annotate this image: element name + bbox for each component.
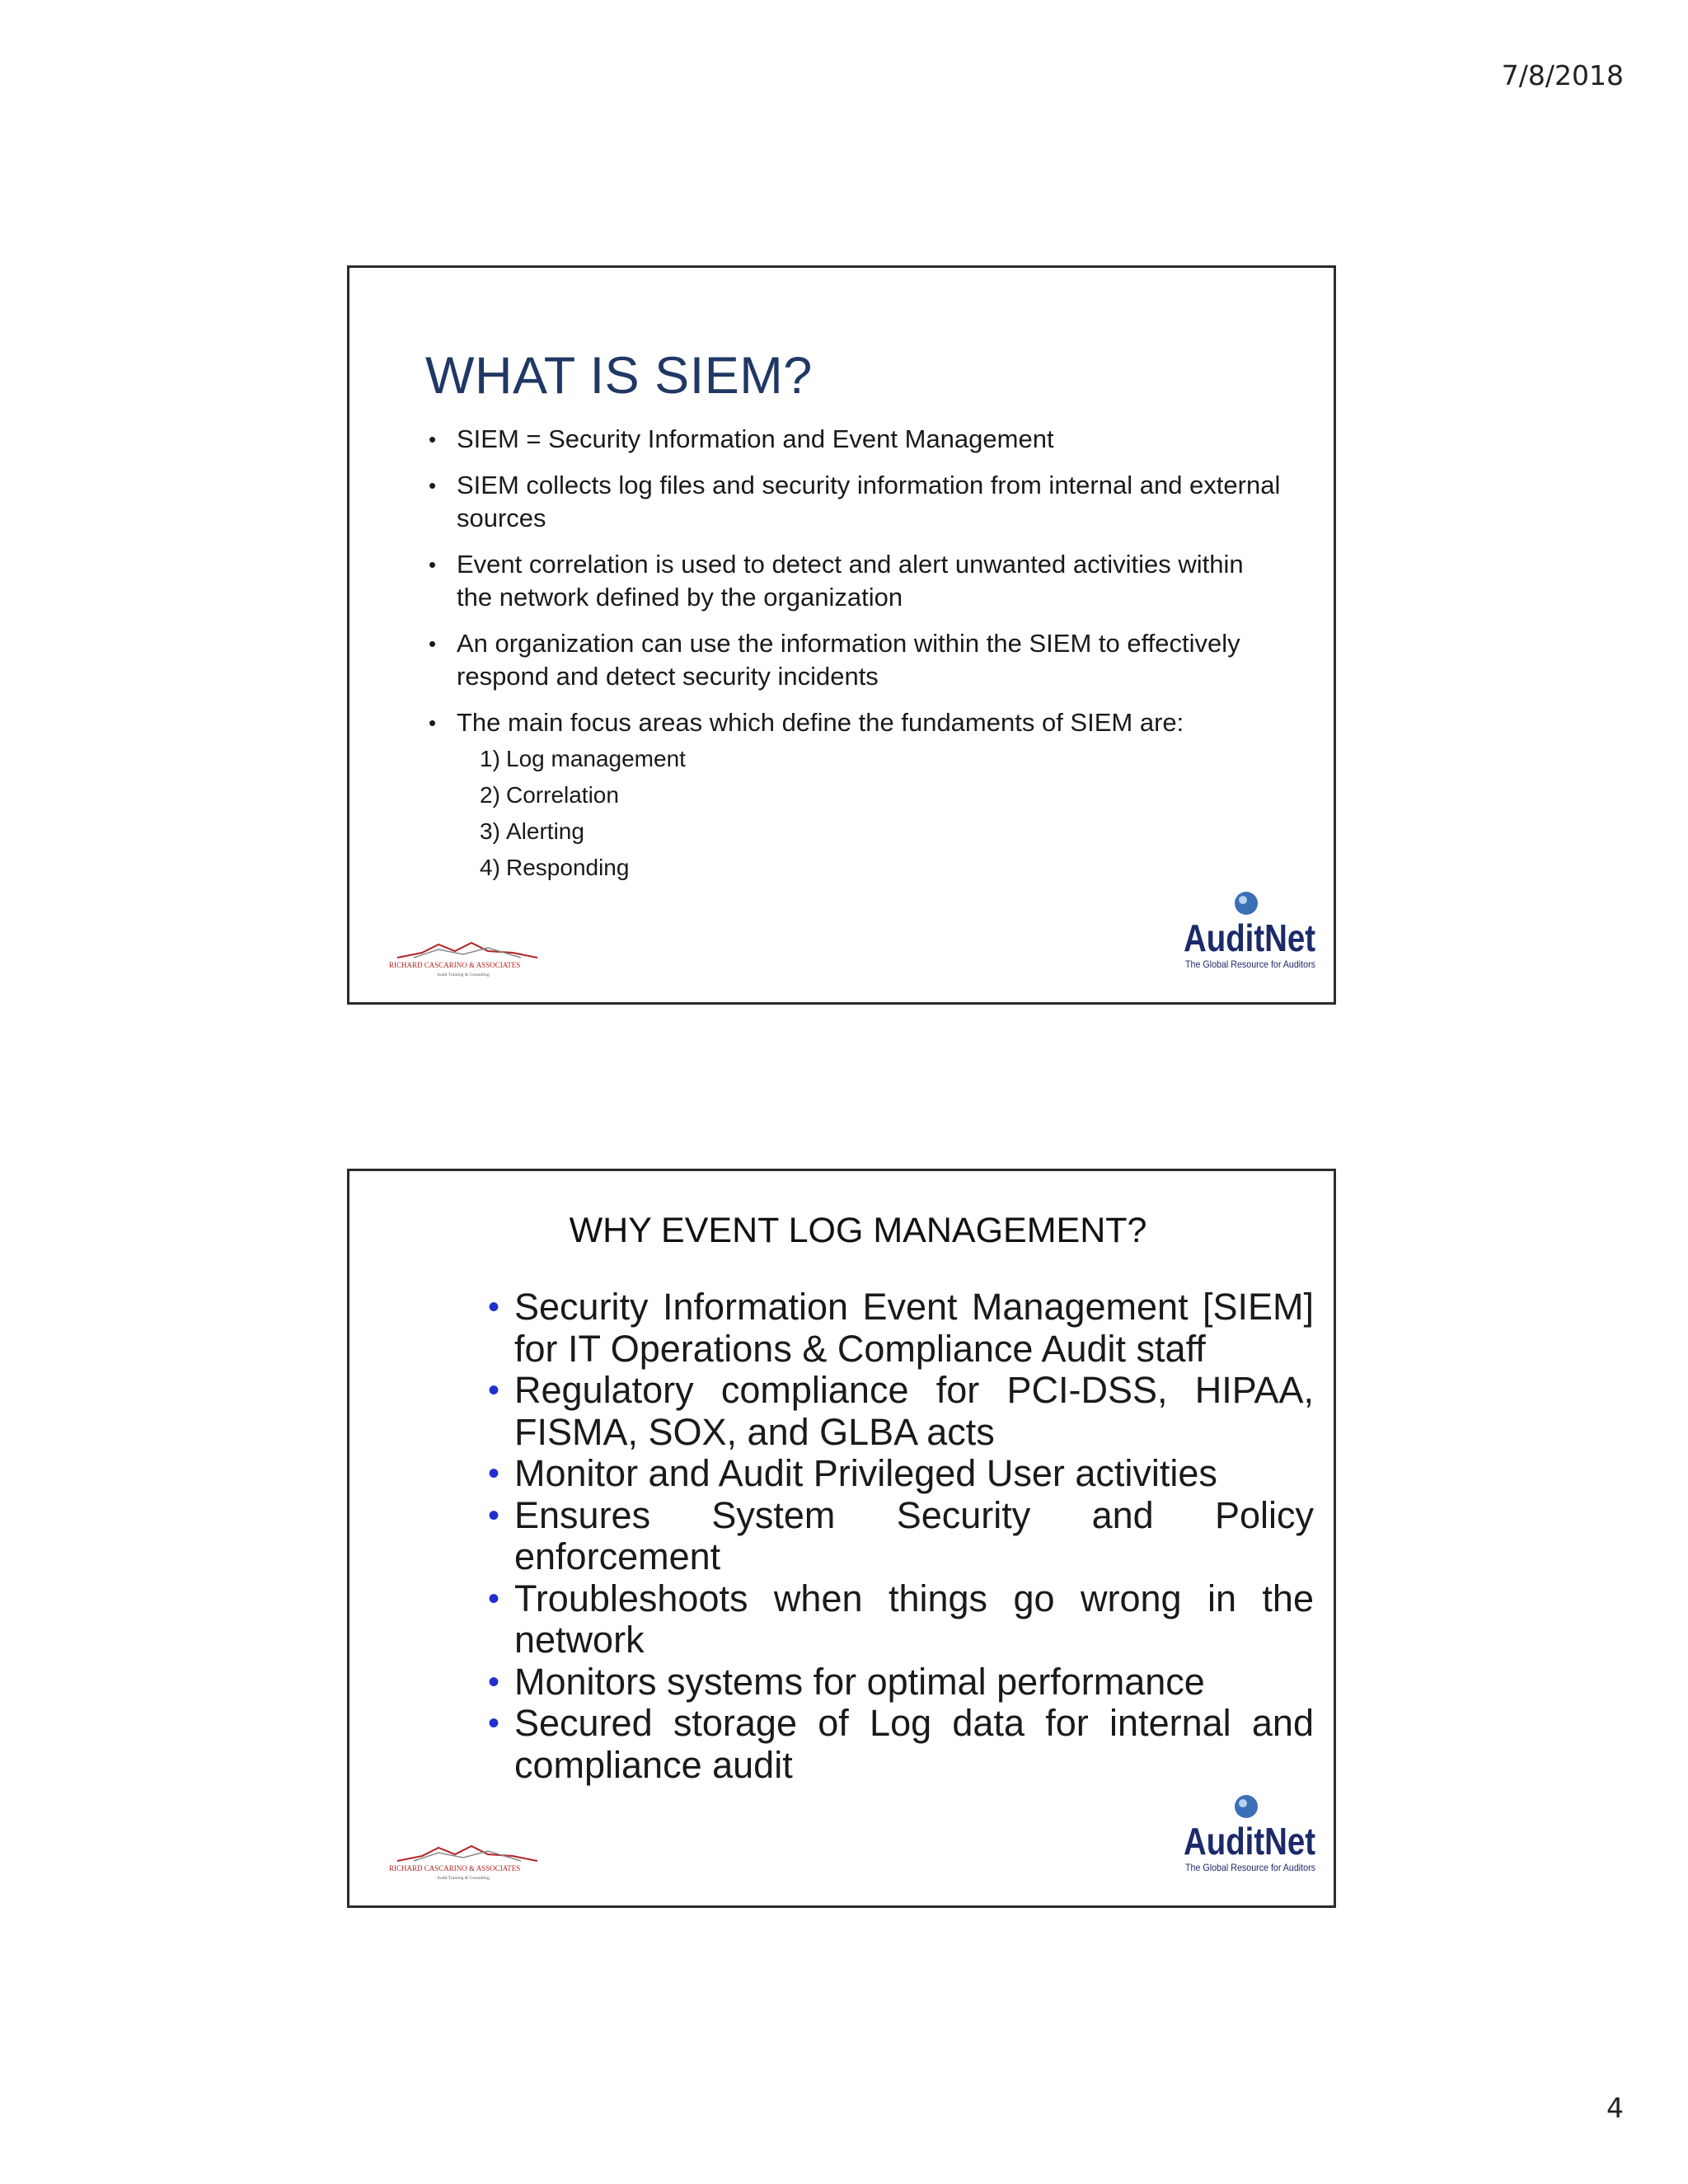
bullet-item: • Ensures System Security and Policy enforcement [488, 1495, 1314, 1578]
numbered-item [457, 777, 1282, 813]
page-number: 4 [1606, 2092, 1624, 2124]
item-label: Alerting [506, 818, 584, 844]
cascarino-name: RICHARD CASCARINO & ASSOCIATES [389, 961, 521, 969]
numbered-item [457, 850, 1282, 886]
cascarino-name: RICHARD CASCARINO & ASSOCIATES [389, 1864, 521, 1872]
bullet-text: The main focus areas which define the fundaments of SIEM are: [457, 708, 1184, 737]
cascarino-logo [389, 933, 546, 979]
slide-title: WHY EVENT LOG MANAGEMENT? [569, 1211, 1147, 1250]
bullet-item: • Monitors systems for optimal performance [488, 1661, 1314, 1704]
bullet-item-focus-areas [425, 706, 1282, 886]
auditnet-name: AuditNet [1184, 1820, 1315, 1863]
bullet-item: • SIEM collects log files and security information from internal and external sources [425, 469, 1282, 535]
bullet-item: • Monitor and Audit Privileged User activities [488, 1453, 1314, 1495]
auditnet-logo [1182, 887, 1322, 977]
auditnet-tagline: The Global Resource for Auditors [1185, 958, 1315, 970]
item-number: 4) [480, 855, 500, 880]
item-number: 3) [480, 818, 500, 844]
item-label: Responding [506, 855, 630, 880]
item-number: 2) [480, 782, 500, 808]
auditnet-logo [1182, 1790, 1322, 1881]
item-number: 1) [480, 746, 500, 771]
slide-why-event-log-management [347, 1169, 1336, 1908]
auditnet-name: AuditNet [1184, 916, 1315, 959]
auditnet-tagline: The Global Resource for Auditors [1185, 1862, 1315, 1873]
bullet-item: • Event correlation is used to detect and alert unwanted activities within the network defined by the organization [425, 548, 1282, 614]
numbered-item [457, 741, 1282, 777]
bullet-item: • An organization can use the information within the SIEM to effectively respond and detect security incidents [425, 627, 1282, 693]
cascarino-tagline: Audit Training & Consulting [437, 1876, 490, 1881]
bullet-list [425, 423, 1282, 899]
bullet-item: • Regulatory compliance for PCI-DSS, HIPAA, FISMA, SOX, and GLBA acts [488, 1370, 1314, 1453]
slide-title: WHAT IS SIEM? [425, 347, 813, 405]
page-date: 7/8/2018 [1501, 59, 1624, 91]
numbered-list [457, 741, 1282, 886]
item-label: Correlation [506, 782, 619, 808]
cascarino-tagline: Audit Training & Consulting [437, 972, 490, 977]
numbered-item [457, 813, 1282, 850]
bullet-item: • Secured storage of Log data for internal and compliance audit [488, 1703, 1314, 1786]
cascarino-logo [389, 1836, 546, 1882]
slide-what-is-siem [347, 265, 1336, 1005]
bullet-item: • SIEM = Security Information and Event Management [425, 423, 1282, 456]
bullet-list [488, 1286, 1314, 1786]
bullet-item: • Troubleshoots when things go wrong in the network [488, 1578, 1314, 1661]
bullet-item: • Security Information Event Management [SIEM] for IT Operations & Compliance Audit staff [488, 1286, 1314, 1370]
item-label: Log management [506, 746, 686, 771]
